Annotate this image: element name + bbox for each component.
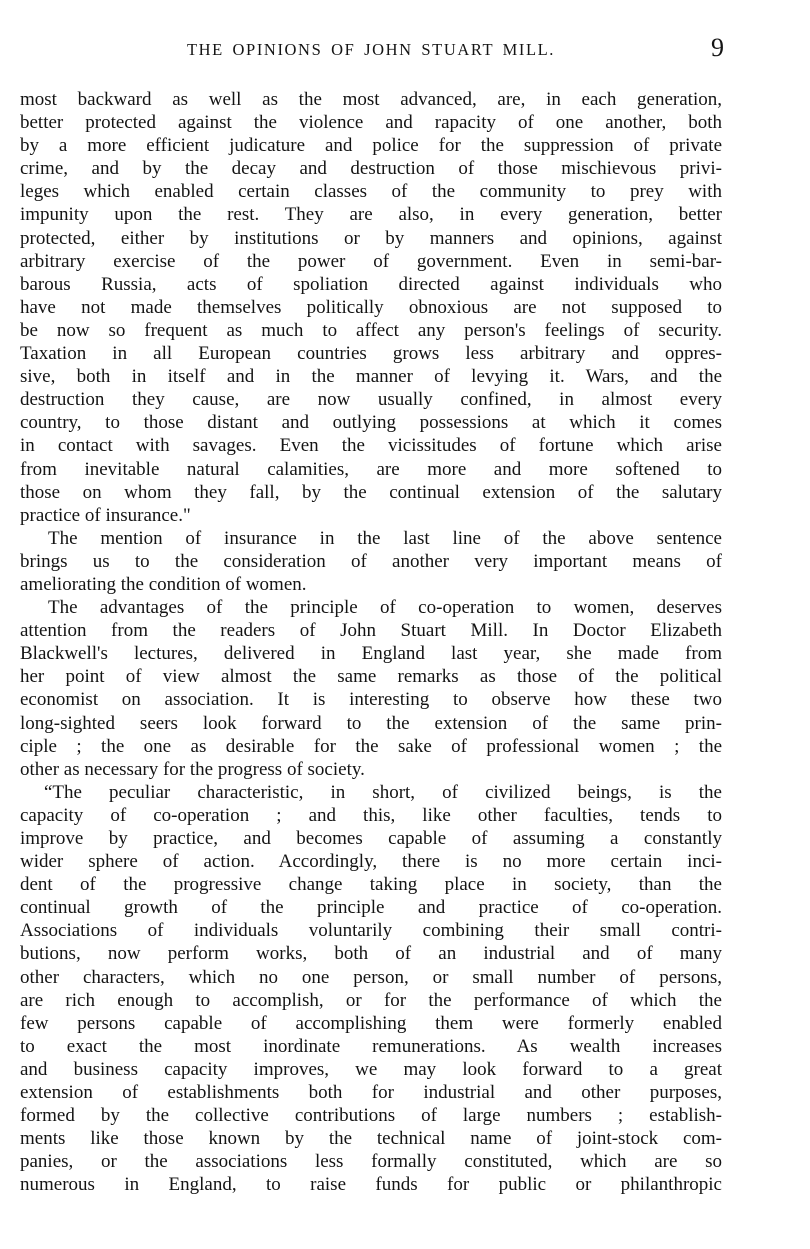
text-line: improve by practice, and becomes capable of assuming a constantly (20, 828, 722, 849)
page-number: 9 (711, 33, 724, 62)
text-line: other characters, which no one person, or small number of persons, (20, 966, 722, 988)
text-line: better protected against the violence and rapacity of one another, both (20, 112, 722, 134)
text-line: economist on association. It is interesting to observe how these two (20, 689, 722, 711)
text-line: from inevitable natural calamities, are more and more softened to (20, 458, 722, 480)
text-line: barous Russia, acts of spoliation directed against individuals who (20, 273, 722, 295)
text-line: most backward as well as the most advanced, are, in each generation, (20, 89, 722, 110)
text-line: dent of the progressive change taking place in society, than the (20, 874, 722, 896)
text-line: in contact with savages. Even the vicissitudes of fortune which arise (20, 435, 722, 457)
text-line: impunity upon the rest. They are also, in every generation, better (20, 204, 722, 226)
text-line: continual growth of the principle and practice of co-operation. (20, 897, 722, 919)
text-line: Taxation in all European countries grows less arbitrary and oppres- (20, 343, 722, 365)
text-line: have not made themselves politically obnoxious are not supposed to (20, 296, 722, 318)
text-line: ameliorating the condition of women. (20, 573, 307, 595)
text-line: be now so frequent as much to affect any person's feelings of security. (20, 319, 722, 341)
text-line: leges which enabled certain classes of the community to prey with (20, 181, 722, 203)
text-line: to exact the most inordinate remunerations. As wealth increases (20, 1035, 722, 1057)
text-line: wider sphere of action. Accordingly, there is no more certain inci- (20, 851, 722, 873)
text-line: The advantages of the principle of co-operation to women, deserves (48, 597, 722, 619)
text-line: ments like those known by the technical name of joint-stock com- (20, 1128, 722, 1150)
text-line: other as necessary for the progress of society. (20, 758, 365, 780)
text-line: “The peculiar characteristic, in short, of civilized beings, is the (44, 781, 722, 803)
text-line: destruction they cause, are now usually confined, in almost every (20, 389, 722, 411)
text-line: panies, or the associations less formally constituted, which are so (20, 1151, 722, 1173)
text-line: formed by the collective contributions of large numbers ; establish- (20, 1105, 722, 1127)
text-line: butions, now perform works, both of an industrial and of many (20, 943, 722, 965)
running-head (20, 34, 722, 66)
text-line: practice of insurance." (20, 504, 191, 526)
text-line: country, to those distant and outlying possessions at which it comes (20, 412, 722, 434)
text-line: Associations of individuals voluntarily combining their small contri- (20, 920, 722, 942)
running-title: THE OPINIONS OF JOHN STUART MILL. (186, 40, 556, 59)
text-line: capacity of co-operation ; and this, like other faculties, tends to (20, 804, 722, 826)
text-line: ciple ; the one as desirable for the sake of professional women ; the (20, 735, 722, 757)
text-line: protected, either by institutions or by manners and opinions, against (20, 227, 722, 249)
text-line: few persons capable of accomplishing them were formerly enabled (20, 1012, 722, 1034)
text-line: arbitrary exercise of the power of government. Even in semi-bar- (20, 250, 722, 272)
text-line: extension of establishments both for industrial and other purposes, (20, 1082, 722, 1104)
text-line: long-sighted seers look forward to the extension of the same prin- (20, 712, 722, 734)
text-line: The mention of insurance in the last line of the above sentence (48, 527, 722, 549)
text-line: Blackwell's lectures, delivered in England last year, she made from (20, 643, 722, 665)
body-text (20, 88, 722, 1197)
text-line: brings us to the consideration of another very important means of (20, 550, 722, 572)
text-line: by a more efficient judicature and police for the suppression of private (20, 135, 722, 157)
text-line: attention from the readers of John Stuart Mill. In Doctor Elizabeth (20, 620, 722, 642)
text-line: her point of view almost the same remarks as those of the political (20, 666, 722, 688)
text-line: sive, both in itself and in the manner of levying it. Wars, and the (20, 366, 722, 388)
text-line: those on whom they fall, by the continual extension of the salutary (20, 481, 722, 503)
text-line: are rich enough to accomplish, or for the performance of which the (20, 989, 722, 1011)
text-line: and business capacity improves, we may look forward to a great (20, 1058, 722, 1080)
text-line: crime, and by the decay and destruction of those mischievous privi- (20, 158, 722, 180)
text-line: numerous in England, to raise funds for public or philanthropic (20, 1174, 722, 1196)
